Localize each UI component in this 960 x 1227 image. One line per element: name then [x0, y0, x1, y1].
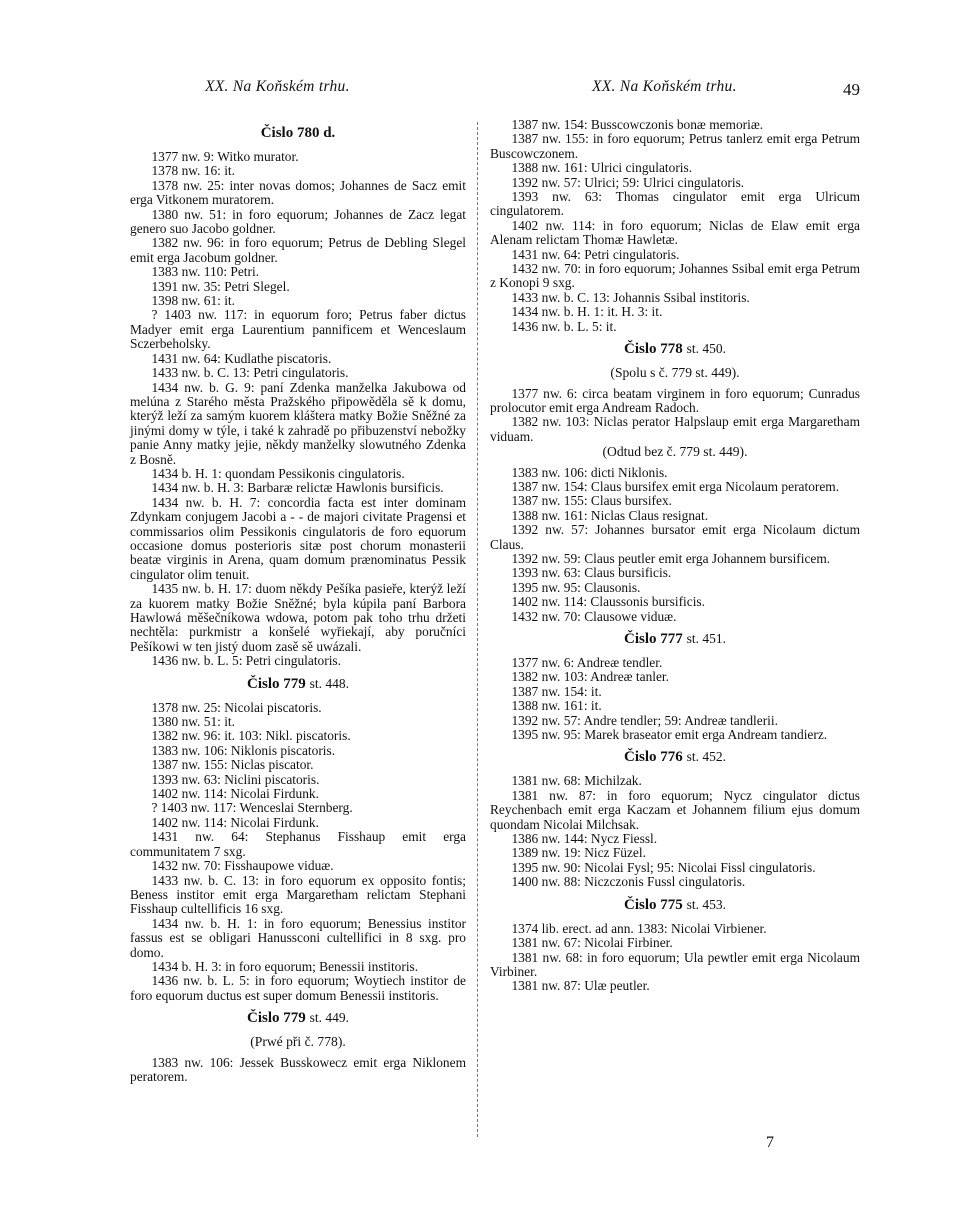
record-entry: 1431 nw. 64: Petri cingulatoris.: [511, 246, 680, 262]
record-entry: 1432 nw. 70: Clausowe viduæ.: [511, 608, 677, 624]
record-entry: 1387 nw. 155: Niclas piscator.: [151, 757, 314, 773]
record-entry: 1402 nw. 114: Claussonis bursificis.: [511, 594, 705, 610]
record-entry: 1392 nw. 59: Claus peutler emit erga Johannem bursificem.: [511, 550, 831, 566]
record-entry: 1433 nw. b. C. 13: in foro equorum ex opposito fontis; Beness institor emit erga Margaretham relictam Stephani Fisshaup cultellificis 16 sxg.: [130, 872, 466, 917]
record-entry: 1391 nw. 35: Petri Slegel.: [151, 278, 290, 294]
record-entry: 1436 nw. b. L. 5: in foro equorum; Woytiech institor de foro equorum ductus est super domum Benessii institoris.: [130, 973, 466, 1003]
record-entry: 1393 nw. 63: Thomas cingulator emit erga Ulricum cingulatorem.: [490, 189, 860, 219]
record-entry: ? 1403 nw. 117: in equorum foro; Petrus faber dictus Madyer emit erga Laurentium pannificem et Wenceslaum Sczerbeholsky.: [130, 307, 466, 352]
section-heading: [130, 675, 466, 693]
record-entry: 1377 nw. 6: Andreæ tendler.: [511, 655, 663, 670]
page-number: 49: [843, 80, 860, 99]
record-entry: 1382 nw. 96: it. 103: Nikl. piscatoris.: [151, 728, 351, 744]
section-number: Čislo 779: [247, 675, 306, 692]
record-entry: 1434 nw. b. H. 7: concordia facta est inter dominam Zdynkam conjugem Jacobi a - - de majori civitate Pragensi et commissarios olim Pessikonis cingulatoris de foro equorum occasione domus posterioris sitæ post chorum monasterii beatæ virginis in Arena, quam domum prænominatus Pessik cingulator olim tenuit.: [130, 494, 466, 582]
section-sheet-ref: st. 448.: [309, 675, 349, 691]
record-entry: 1381 nw. 87: Ulæ peutler.: [511, 978, 650, 994]
record-entry: 1389 nw. 19: Nicz Füzel.: [511, 845, 646, 861]
record-entry: 1382 nw. 103: Niclas perator Halpslaup emit erga Margaretham viduam.: [490, 414, 860, 444]
section-heading: [490, 340, 860, 358]
record-entry: 1392 nw. 57: Johannes bursator emit erga Nicolaum dictum Claus.: [490, 522, 860, 552]
record-entry: 1378 nw. 25: inter novas domos; Johannes de Sacz emit erga Vitkonem muratorem.: [130, 177, 466, 208]
record-entry: 1381 nw. 68: Michilzak.: [511, 773, 642, 789]
section-sheet-ref: st. 450.: [686, 341, 726, 357]
running-head-left: XX. Na Koňském trhu.: [205, 78, 350, 95]
section-note: (Prwé při č. 778).: [250, 1034, 346, 1050]
record-entry: 1432 nw. 70: in foro equorum; Johannes Ssibal emit erga Petrum z Konopi 9 sxg.: [490, 261, 860, 291]
record-entry: 1387 nw. 154: Claus bursifex emit erga Nicolaum peratorem.: [511, 478, 840, 494]
record-entry: 1392 nw. 57: Andre tendler; 59: Andreæ tandlerii.: [511, 712, 778, 728]
record-entry: 1434 nw. b. G. 9: paní Zdenka manželka Jakubowa od melúna z Starého města Pražského připowěděla sě k domu, kterýž leží za samým kuorem kláštera matky Božie Sněžné za jinými domy w týle, i také k zahradě po přibuzenství nebožky panie Anny matky jejie, někdy manželky slowutného Zdenka z Bosně.: [130, 379, 466, 467]
record-entry: ? 1403 nw. 117: Wenceslai Sternberg.: [151, 800, 353, 816]
record-entry: 1387 nw. 155: Claus bursifex.: [511, 493, 672, 509]
record-entry: 1402 nw. 114: in foro equorum; Niclas de Elaw emit erga Alenam relictam Thomæ Hawletæ.: [490, 217, 860, 248]
section-heading: [490, 896, 860, 914]
record-entry: 1433 nw. b. C. 13: Petri cingulatoris.: [151, 365, 349, 381]
record-entry: 1436 nw. b. L. 5: it.: [511, 318, 617, 334]
record-entry: 1400 nw. 88: Niczczonis Fussl cingulatoris.: [511, 874, 746, 890]
section-number: Čislo 776: [624, 749, 683, 766]
record-entry: 1383 nw. 110: Petri.: [151, 264, 260, 280]
record-entry: 1402 nw. 114: Nicolai Firdunk.: [151, 786, 319, 802]
section-sheet-ref: st. 452.: [686, 749, 726, 765]
section-heading: [130, 1009, 466, 1027]
record-entry: 1383 nw. 106: Jessek Busskowecz emit erga Niklonem peratorem.: [130, 1054, 466, 1084]
record-entry: 1434 nw. b. H. 1: in foro equorum; Benessius institor fassus est se obligari Hanussconi cultellifici in 8 sxg. pro domo.: [130, 915, 466, 960]
section-number: Čislo 780 d.: [260, 125, 336, 141]
section-number: Čislo 777: [624, 631, 683, 647]
record-entry: 1434 b. H. 3: in foro equorum; Benessii institoris.: [151, 958, 419, 974]
record-entry: 1393 nw. 63: Niclini piscatoris.: [151, 771, 320, 787]
record-entry: 1380 nw. 51: it.: [151, 714, 236, 730]
section-heading: [490, 630, 860, 648]
section-note: (Odtud bez č. 779 st. 449).: [602, 444, 748, 460]
record-entry: 1374 lib. erect. ad ann. 1383: Nicolai Virbiener.: [511, 920, 767, 936]
signature-mark: 7: [766, 1134, 774, 1151]
column-divider: [477, 122, 478, 1137]
record-entry: 1383 nw. 106: dicti Niklonis.: [511, 464, 668, 480]
record-entry: 1434 nw. b. H. 1: it. H. 3: it.: [511, 304, 663, 320]
record-entry: 1380 nw. 51: in foro equorum; Johannes de Zacz legat genero suo Jacobo goldner.: [130, 206, 466, 237]
running-head-right: XX. Na Koňském trhu.: [592, 78, 737, 95]
record-entry: 1431 nw. 64: Kudlathe piscatoris.: [151, 350, 332, 366]
record-entry: 1377 nw. 6: circa beatam virginem in foro equorum; Cunradus prolocutor emit erga Andream Radoch.: [490, 385, 860, 415]
record-entry: 1395 nw. 90: Nicolai Fysl; 95: Nicolai Fissl cingulatoris.: [511, 859, 816, 875]
record-entry: 1387 nw. 154: Busscowczonis bonæ memoriæ.: [511, 117, 764, 132]
record-entry: 1431 nw. 64: Stephanus Fisshaup emit erga communitatem 7 sxg.: [130, 829, 466, 859]
record-entry: 1382 nw. 96: in foro equorum; Petrus de Debling Slegel emit erga Jacobum goldner.: [130, 235, 466, 265]
record-entry: 1388 nw. 161: Niclas Claus resignat.: [511, 507, 709, 523]
section-sheet-ref: st. 449.: [309, 1010, 349, 1026]
section-number: Čislo 775: [624, 896, 683, 913]
record-entry: 1381 nw. 67: Nicolai Firbiner.: [511, 935, 673, 951]
record-entry: 1378 nw. 25: Nicolai piscatoris.: [151, 699, 322, 715]
record-entry: 1435 nw. b. H. 17: duom někdy Pešíka pasieře, kterýž leží za kuorem matky Božie Sněžné; byla kúpila paní Barbora Hawlowá měšečníkowa wdowa, potom pak toho trhu držeti nechtěla: purkmistr a konšelé wyřiekají, aby poručníci Pešíkowi w ten jistý duom zasě sě uwázali.: [130, 581, 466, 654]
record-entry: 1377 nw. 9: Witko murator.: [151, 149, 299, 164]
record-entry: 1387 nw. 154: it.: [511, 683, 602, 699]
section-note: (Spolu s č. 779 st. 449).: [610, 365, 740, 381]
record-entry: 1378 nw. 16: it.: [151, 163, 236, 179]
section-heading: [490, 748, 860, 766]
section-number: Čislo 779: [247, 1010, 306, 1027]
record-entry: 1381 nw. 87: in foro equorum; Nycz cingulator dictus Reychenbach emit erga Kaczam et Johannem filium ejus domum quondam Nicolai Milchsak.: [490, 787, 860, 832]
record-entry: 1388 nw. 161: Ulrici cingulatoris.: [511, 160, 693, 176]
record-entry: 1436 nw. b. L. 5: Petri cingulatoris.: [151, 653, 341, 669]
section-sheet-ref: st. 451.: [686, 631, 726, 646]
left-column: [130, 118, 466, 1084]
section-heading: [130, 124, 466, 142]
record-entry: 1383 nw. 106: Niklonis piscatoris.: [151, 742, 336, 758]
record-entry: 1387 nw. 155: in foro equorum; Petrus tanlerz emit erga Petrum Buscowczonem.: [490, 131, 860, 161]
record-entry: 1393 nw. 63: Claus bursificis.: [511, 565, 672, 581]
record-entry: 1382 nw. 103: Andreæ tanler.: [511, 669, 670, 685]
record-entry: 1398 nw. 61: it.: [151, 293, 236, 309]
record-entry: 1381 nw. 68: in foro equorum; Ula pewtler emit erga Nicolaum Virbiner.: [490, 949, 860, 979]
record-entry: 1395 nw. 95: Marek braseator emit erga Andream tandierz.: [511, 727, 828, 743]
record-entry: 1434 b. H. 1: quondam Pessikonis cingulatoris.: [151, 465, 405, 481]
section-number: Čislo 778: [624, 341, 683, 358]
record-entry: 1395 nw. 95: Clausonis.: [511, 579, 641, 595]
record-entry: 1388 nw. 161: it.: [511, 698, 602, 714]
record-entry: 1386 nw. 144: Nycz Fiessl.: [511, 831, 658, 847]
record-entry: 1402 nw. 114: Nicolai Firdunk.: [151, 814, 319, 830]
section-sheet-ref: st. 453.: [686, 896, 726, 912]
record-entry: 1433 nw. b. C. 13: Johannis Ssibal institoris.: [511, 289, 750, 305]
record-entry: 1434 nw. b. H. 3: Barbaræ relictæ Hawlonis bursificis.: [151, 480, 444, 496]
record-entry: 1432 nw. 70: Fisshaupowe viduæ.: [151, 858, 334, 874]
record-entry: 1392 nw. 57: Ulrici; 59: Ulrici cingulatoris.: [511, 174, 745, 190]
right-column: [490, 118, 860, 994]
